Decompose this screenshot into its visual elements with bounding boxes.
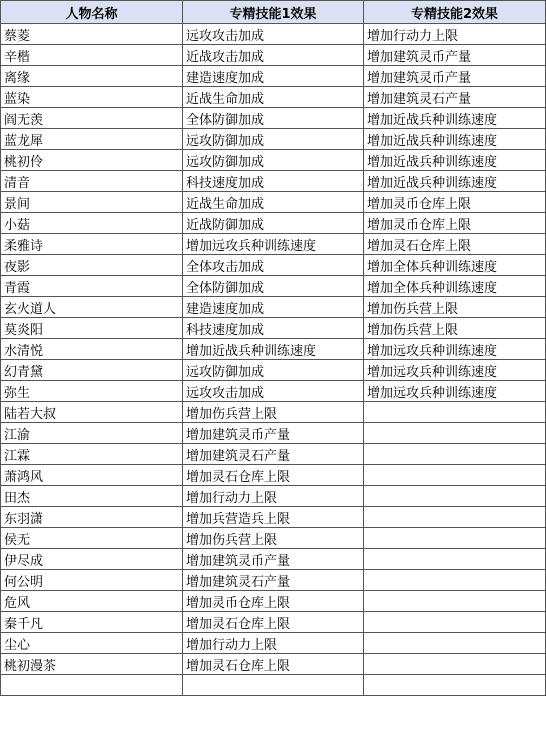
skill-1-effect-cell[interactable]: 增加建筑灵币产量 [183,549,364,570]
table-row [1,402,546,423]
table-row [1,318,546,339]
skill-1-effect-cell[interactable]: 增加行动力上限 [183,633,364,654]
character-name-cell[interactable]: 桃初伶 [1,150,183,171]
character-name-cell[interactable]: 江霖 [1,444,183,465]
skill-1-effect-cell[interactable]: 增加灵石仓库上限 [183,654,364,675]
character-name-cell[interactable]: 青霞 [1,276,183,297]
character-name-cell[interactable]: 柔雅诗 [1,234,183,255]
skill-2-effect-cell[interactable]: 增加灵币仓库上限 [364,192,546,213]
skill-1-effect-cell[interactable]: 增加建筑灵石产量 [183,570,364,591]
character-name-cell[interactable]: 辛楷 [1,45,183,66]
character-name-cell[interactable]: 小菇 [1,213,183,234]
skill-2-effect-cell[interactable]: 增加近战兵种训练速度 [364,129,546,150]
character-name-cell[interactable]: 何公明 [1,570,183,591]
table-row [1,129,546,150]
table-row [1,339,546,360]
skill-1-effect-cell[interactable]: 远攻防御加成 [183,360,364,381]
skill-2-effect-cell[interactable]: 增加行动力上限 [364,24,546,45]
table-row [1,612,546,633]
table-row [1,255,546,276]
table-row [1,192,546,213]
table-row [1,381,546,402]
skill-2-effect-cell[interactable]: 增加灵币仓库上限 [364,213,546,234]
skill-2-effect-cell[interactable]: 增加远攻兵种训练速度 [364,339,546,360]
skill-2-effect-cell[interactable] [364,444,546,465]
skill-1-effect-cell[interactable]: 全体攻击加成 [183,255,364,276]
table-row [1,570,546,591]
skill-1-effect-cell[interactable]: 增加建筑灵石产量 [183,444,364,465]
table-row [1,234,546,255]
table-body [1,24,546,696]
character-name-cell[interactable]: 危风 [1,591,183,612]
skill-2-effect-cell[interactable] [364,465,546,486]
character-name-cell[interactable]: 清音 [1,171,183,192]
character-name-cell[interactable]: 夜影 [1,255,183,276]
skill-1-effect-cell[interactable]: 远攻攻击加成 [183,381,364,402]
table-row [1,633,546,654]
table-row [1,486,546,507]
skill-1-effect-cell[interactable]: 增加兵营造兵上限 [183,507,364,528]
skill-2-effect-cell[interactable]: 增加建筑灵币产量 [364,45,546,66]
table-row [1,528,546,549]
character-name-cell[interactable]: 蓝染 [1,87,183,108]
table-row [1,360,546,381]
character-name-cell[interactable]: 莫炎阳 [1,318,183,339]
skill-1-effect-cell[interactable]: 增加伤兵营上限 [183,402,364,423]
table-row [1,87,546,108]
character-name-cell[interactable]: 萧鸿风 [1,465,183,486]
table-row [1,465,546,486]
header-row [1,1,546,24]
skill-1-effect-cell[interactable]: 增加灵石仓库上限 [183,465,364,486]
table-row [1,654,546,675]
character-name-cell[interactable]: 桃初漫茶 [1,654,183,675]
character-name-cell[interactable]: 蔡菱 [1,24,183,45]
table-row [1,507,546,528]
skill-2-effect-cell[interactable]: 增加全体兵种训练速度 [364,276,546,297]
skill-2-effect-cell[interactable]: 增加远攻兵种训练速度 [364,381,546,402]
skill-1-effect-cell[interactable]: 增加灵币仓库上限 [183,591,364,612]
character-name-cell[interactable]: 侯无 [1,528,183,549]
skill-2-effect-cell[interactable] [364,591,546,612]
skill-1-effect-cell[interactable]: 增加伤兵营上限 [183,528,364,549]
skill-1-effect-cell[interactable]: 科技速度加成 [183,318,364,339]
character-name-cell[interactable] [1,675,183,696]
skill-2-effect-cell[interactable] [364,633,546,654]
character-name-cell[interactable]: 离缘 [1,66,183,87]
character-name-cell[interactable]: 弥生 [1,381,183,402]
skill-2-effect-cell[interactable]: 增加建筑灵币产量 [364,66,546,87]
table-row [1,66,546,87]
table-row [1,108,546,129]
table-row [1,171,546,192]
skill-2-effect-cell[interactable] [364,528,546,549]
skill-1-effect-cell[interactable]: 远攻防御加成 [183,150,364,171]
skill-1-effect-cell[interactable]: 增加灵石仓库上限 [183,612,364,633]
table-row [1,276,546,297]
skill-1-effect-cell[interactable]: 远攻防御加成 [183,129,364,150]
skill-1-effect-cell[interactable]: 增加建筑灵币产量 [183,423,364,444]
skill-2-effect-cell[interactable]: 增加近战兵种训练速度 [364,150,546,171]
character-name-cell[interactable]: 陆若大叔 [1,402,183,423]
skill-2-effect-cell[interactable]: 增加建筑灵石产量 [364,87,546,108]
table-row [1,591,546,612]
header-skill-1-effect: 专精技能1效果 [183,1,364,24]
skill-2-effect-cell[interactable]: 增加近战兵种训练速度 [364,108,546,129]
skill-1-effect-cell[interactable]: 建造速度加成 [183,66,364,87]
skill-2-effect-cell[interactable] [364,423,546,444]
skill-2-effect-cell[interactable]: 增加近战兵种训练速度 [364,171,546,192]
skill-2-effect-cell[interactable] [364,612,546,633]
skill-2-effect-cell[interactable] [364,486,546,507]
table-row [1,24,546,45]
character-name-cell[interactable]: 东羽潇 [1,507,183,528]
character-name-cell[interactable]: 田杰 [1,486,183,507]
table-row [1,549,546,570]
skill-1-effect-cell[interactable]: 近战生命加成 [183,87,364,108]
character-name-cell[interactable]: 蓝龙犀 [1,129,183,150]
skill-2-effect-cell[interactable] [364,507,546,528]
skill-1-effect-cell[interactable]: 增加行动力上限 [183,486,364,507]
skill-1-effect-cell[interactable]: 建造速度加成 [183,297,364,318]
skill-1-effect-cell[interactable]: 近战攻击加成 [183,45,364,66]
skill-2-effect-cell[interactable]: 增加伤兵营上限 [364,297,546,318]
character-name-cell[interactable]: 景间 [1,192,183,213]
skill-1-effect-cell[interactable] [183,675,364,696]
character-name-cell[interactable]: 尘心 [1,633,183,654]
table-row [1,444,546,465]
skill-2-effect-cell[interactable]: 增加灵石仓库上限 [364,234,546,255]
table-row [1,297,546,318]
skill-1-effect-cell[interactable]: 近战防御加成 [183,213,364,234]
skill-1-effect-cell[interactable]: 增加远攻兵种训练速度 [183,234,364,255]
table-row [1,150,546,171]
character-name-cell[interactable]: 幻青黛 [1,360,183,381]
character-name-cell[interactable]: 秦千凡 [1,612,183,633]
skill-1-effect-cell[interactable]: 科技速度加成 [183,171,364,192]
table-row [1,45,546,66]
skill-2-effect-cell[interactable] [364,675,546,696]
character-name-cell[interactable]: 伊尽成 [1,549,183,570]
skill-2-effect-cell[interactable] [364,549,546,570]
skill-1-effect-cell[interactable]: 近战生命加成 [183,192,364,213]
skill-2-effect-cell[interactable] [364,402,546,423]
skill-2-effect-cell[interactable] [364,570,546,591]
character-name-cell[interactable]: 阎无羡 [1,108,183,129]
character-name-cell[interactable]: 水清悦 [1,339,183,360]
character-name-cell[interactable]: 江渝 [1,423,183,444]
skill-2-effect-cell[interactable]: 增加全体兵种训练速度 [364,255,546,276]
skill-1-effect-cell[interactable]: 增加近战兵种训练速度 [183,339,364,360]
table-row [1,213,546,234]
skill-1-effect-cell[interactable]: 全体防御加成 [183,108,364,129]
skill-2-effect-cell[interactable]: 增加伤兵营上限 [364,318,546,339]
header-character-name: 人物名称 [1,1,183,24]
table-row [1,675,546,696]
skill-2-effect-cell[interactable] [364,654,546,675]
skill-2-effect-cell[interactable]: 增加远攻兵种训练速度 [364,360,546,381]
table-row [1,423,546,444]
skill-1-effect-cell[interactable]: 远攻攻击加成 [183,24,364,45]
header-skill-2-effect: 专精技能2效果 [364,1,546,24]
skill-1-effect-cell[interactable]: 全体防御加成 [183,276,364,297]
character-name-cell[interactable]: 玄火道人 [1,297,183,318]
